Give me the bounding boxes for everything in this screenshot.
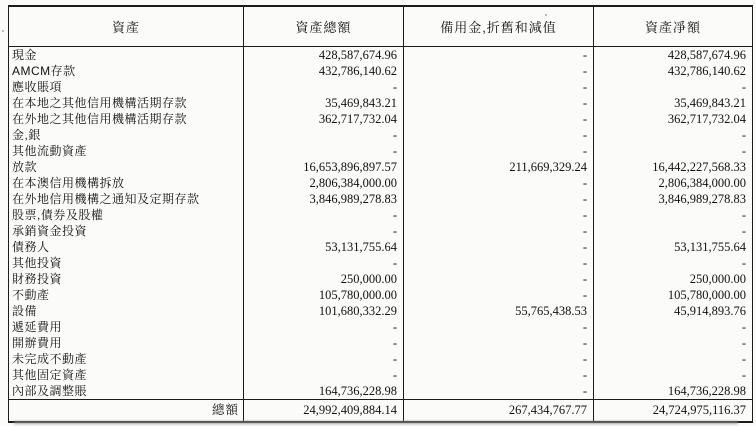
table-row: [9, 47, 753, 64]
row-label: 其他流動資產: [9, 143, 244, 159]
row-net: 164,736,228.98: [594, 383, 753, 400]
table-row: [9, 63, 753, 79]
row-gross: -: [244, 79, 404, 95]
scan-speck: [545, 14, 547, 16]
row-net: -: [594, 207, 753, 223]
row-label: 其他投資: [9, 255, 244, 271]
row-label: 應收賬項: [9, 79, 244, 95]
row-gross: 362,717,732.04: [244, 111, 404, 127]
row-label: 債務人: [9, 239, 244, 255]
row-provision: -: [404, 319, 594, 335]
row-gross: -: [244, 367, 404, 383]
row-provision: -: [404, 207, 594, 223]
row-net: -: [594, 255, 753, 271]
table-row: [9, 127, 753, 143]
table-row: [9, 175, 753, 191]
row-label: 在外地信用機構之通知及定期存款: [9, 191, 244, 207]
row-provision: -: [404, 271, 594, 287]
row-net: -: [594, 223, 753, 239]
row-label: AMCM存款: [9, 63, 244, 79]
row-provision: -: [404, 223, 594, 239]
row-gross: -: [244, 207, 404, 223]
row-gross: 16,653,896,897.57: [244, 159, 404, 175]
row-label: 遞延費用: [9, 319, 244, 335]
row-gross: 164,736,228.98: [244, 383, 404, 400]
row-provision: -: [404, 79, 594, 95]
row-label: 未完成不動產: [9, 351, 244, 367]
balance-sheet: [8, 5, 752, 423]
row-provision: 211,669,329.24: [404, 159, 594, 175]
row-gross: 101,680,332.29: [244, 303, 404, 319]
table-row: [9, 383, 753, 400]
row-gross: 2,806,384,000.00: [244, 175, 404, 191]
row-net: -: [594, 143, 753, 159]
table-row: [9, 239, 753, 255]
row-label: 內部及調整賬: [9, 383, 244, 400]
row-label: 在本地之其他信用機構活期存款: [9, 95, 244, 111]
table-row: [9, 111, 753, 127]
row-provision: -: [404, 191, 594, 207]
row-gross: 428,587,674.96: [244, 47, 404, 64]
table-row: [9, 287, 753, 303]
row-label: 在外地之其他信用機構活期存款: [9, 111, 244, 127]
table-row: [9, 223, 753, 239]
scan-artifact-line: [14, 421, 738, 424]
total-net: 24,724,975,116.37: [594, 400, 753, 423]
row-net: 428,587,674.96: [594, 47, 753, 64]
row-gross: -: [244, 223, 404, 239]
row-net: 105,780,000.00: [594, 287, 753, 303]
row-provision: -: [404, 111, 594, 127]
row-gross: -: [244, 335, 404, 351]
row-provision: -: [404, 239, 594, 255]
table-row: [9, 191, 753, 207]
table-footer: [9, 400, 753, 423]
row-net: 35,469,843.21: [594, 95, 753, 111]
table-row: [9, 303, 753, 319]
row-provision: -: [404, 383, 594, 400]
table-row: [9, 335, 753, 351]
row-gross: 250,000.00: [244, 271, 404, 287]
table-body: [9, 47, 753, 400]
assets-table: [8, 5, 753, 423]
row-label: 開辦費用: [9, 335, 244, 351]
table-row: [9, 351, 753, 367]
row-net: -: [594, 79, 753, 95]
row-provision: 55,765,438.53: [404, 303, 594, 319]
row-gross: 105,780,000.00: [244, 287, 404, 303]
row-gross: -: [244, 143, 404, 159]
total-provision: 267,434,767.77: [404, 400, 594, 423]
row-net: 432,786,140.62: [594, 63, 753, 79]
row-net: 250,000.00: [594, 271, 753, 287]
header-provision: 備用金,折舊和減值: [404, 6, 594, 47]
row-net: 2,806,384,000.00: [594, 175, 753, 191]
row-provision: -: [404, 351, 594, 367]
row-gross: -: [244, 351, 404, 367]
row-provision: -: [404, 63, 594, 79]
table-row: [9, 143, 753, 159]
table-row: [9, 367, 753, 383]
row-label: 財務投資: [9, 271, 244, 287]
table-row: [9, 319, 753, 335]
row-label: 金,銀: [9, 127, 244, 143]
table-header: [9, 6, 753, 47]
row-net: 3,846,989,278.83: [594, 191, 753, 207]
row-gross: 35,469,843.21: [244, 95, 404, 111]
row-provision: -: [404, 95, 594, 111]
row-net: -: [594, 351, 753, 367]
total-gross: 24,992,409,884.14: [244, 400, 404, 423]
row-label: 設備: [9, 303, 244, 319]
table-row: [9, 255, 753, 271]
row-label: 承銷資金投資: [9, 223, 244, 239]
header-net: 資產凈額: [594, 6, 753, 47]
row-label: 其他固定資產: [9, 367, 244, 383]
header-gross: 資產總額: [244, 6, 404, 47]
row-gross: -: [244, 255, 404, 271]
row-net: 362,717,732.04: [594, 111, 753, 127]
table-row: [9, 159, 753, 175]
row-provision: -: [404, 175, 594, 191]
row-net: 45,914,893.76: [594, 303, 753, 319]
row-gross: 53,131,755.64: [244, 239, 404, 255]
row-gross: -: [244, 127, 404, 143]
row-gross: -: [244, 319, 404, 335]
row-provision: -: [404, 127, 594, 143]
row-label: 放款: [9, 159, 244, 175]
header-assets: 資產: [9, 6, 244, 47]
total-row: [9, 400, 753, 423]
row-provision: -: [404, 47, 594, 64]
row-net: -: [594, 319, 753, 335]
table-row: [9, 95, 753, 111]
table-row: [9, 271, 753, 287]
row-net: 53,131,755.64: [594, 239, 753, 255]
row-net: -: [594, 367, 753, 383]
row-gross: 3,846,989,278.83: [244, 191, 404, 207]
row-gross: 432,786,140.62: [244, 63, 404, 79]
row-net: 16,442,227,568.33: [594, 159, 753, 175]
row-provision: -: [404, 335, 594, 351]
row-label: 現金: [9, 47, 244, 64]
table-row: [9, 207, 753, 223]
total-label: 總額: [9, 400, 244, 423]
row-provision: -: [404, 287, 594, 303]
row-label: 不動產: [9, 287, 244, 303]
row-net: -: [594, 127, 753, 143]
scan-speck: [2, 30, 4, 32]
row-provision: -: [404, 367, 594, 383]
row-provision: -: [404, 143, 594, 159]
row-provision: -: [404, 255, 594, 271]
table-row: [9, 79, 753, 95]
row-label: 股票,債券及股權: [9, 207, 244, 223]
row-label: 在本澳信用機構拆放: [9, 175, 244, 191]
row-net: -: [594, 335, 753, 351]
